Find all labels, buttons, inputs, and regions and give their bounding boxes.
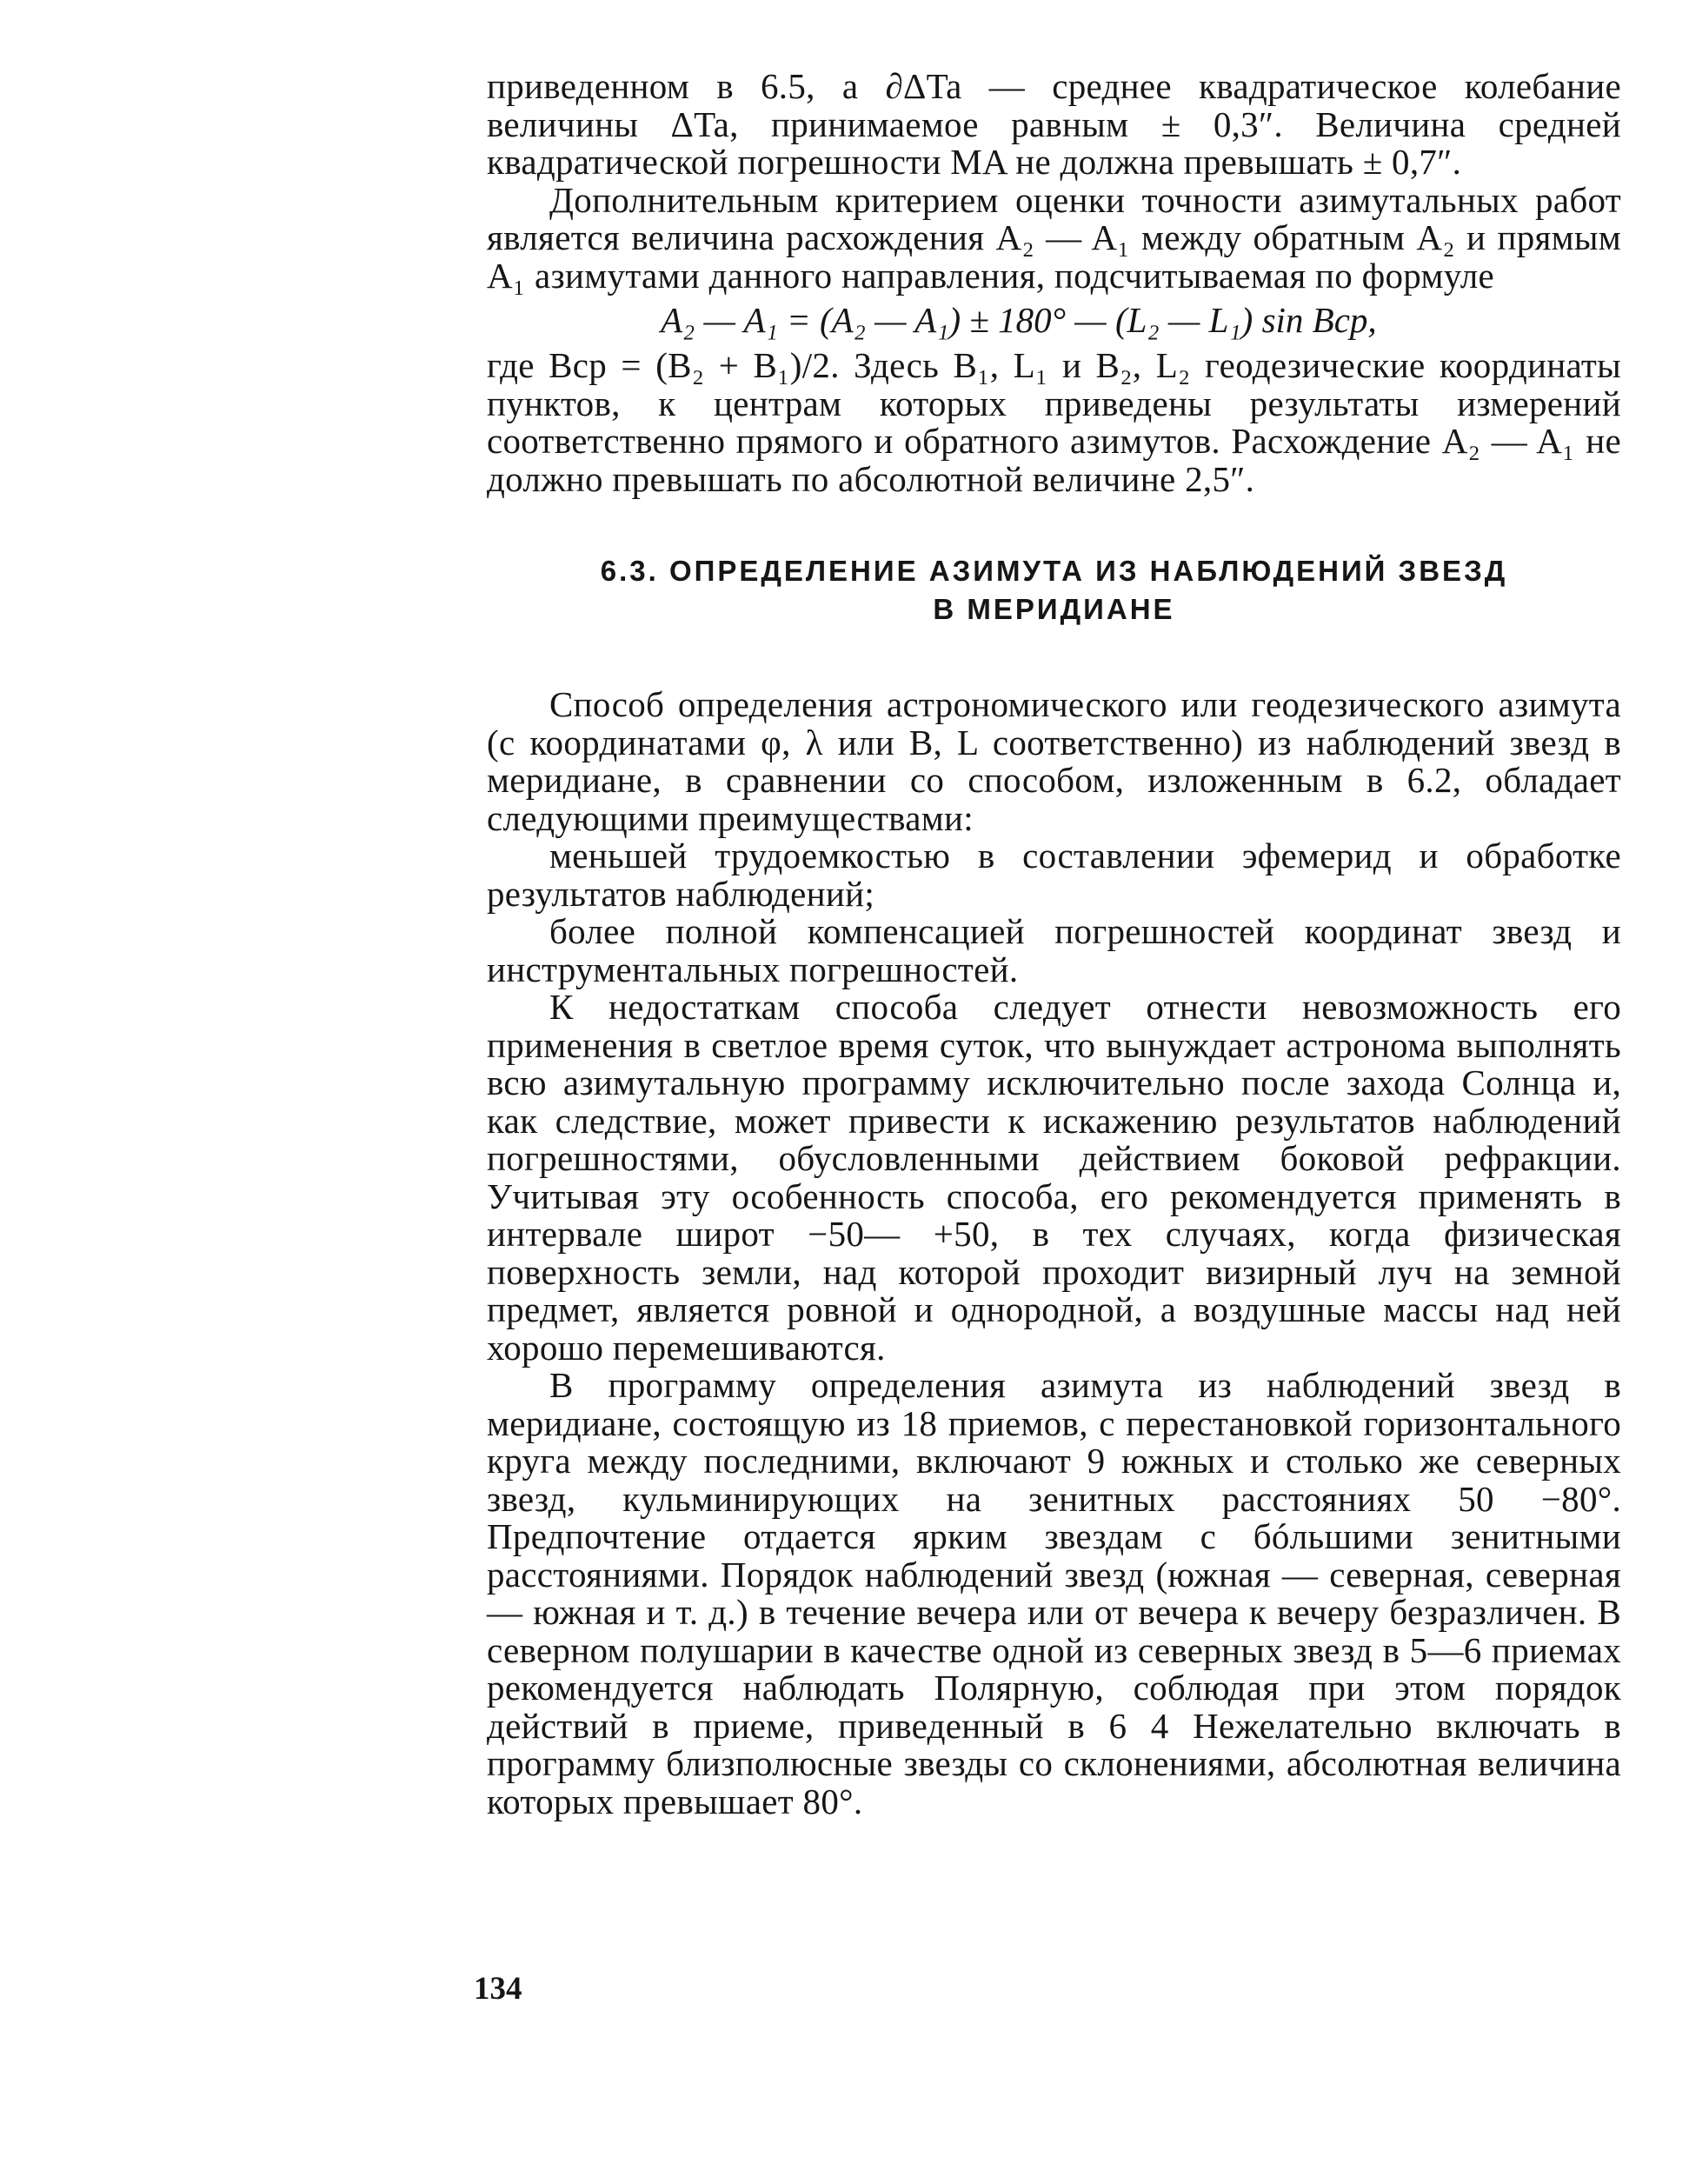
paragraph-continuation: приведенном в 6.5, а ∂ΔTa — среднее квадратическое колебание величины ΔTa, принимаемое равным ± 0,3″. Величина средней квадратической погрешности MA не должна превышать ± 0,7″. — [487, 66, 1621, 182]
paragraph-program: В программу определения азимута из наблюдений звезд в меридиане, состоящую из 18 приемов, с перестановкой горизонтального круга между последними, включают 9 южных и столько же северных звезд, кульминирующих на зенитных расстояниях 50 −80°. Предпочтение отдается ярким звездам с бóльшими зенитными расстояниями. Порядок наблюдений звезд (южная — северная, северная — южная и т. д.) в течение вечера или от вечера к вечеру безразличен. В северном полушарии в качестве одной из северных звезд в 5—6 приемах рекомендуется наблюдать Полярную, соблюдая при этом порядок действий в приеме, приведенный в 6 4 Нежелательно включать в программу близполюсные звезды со склонениями, абсолютная величина которых превышает 80°. — [487, 1365, 1621, 1821]
list-item-advantage-2: более полной компенсацией погрешностей координат звезд и инструментальных погрешностей. — [487, 911, 1621, 989]
section-heading — [487, 552, 1621, 629]
section-heading-line-1: 6.3. ОПРЕДЕЛЕНИЕ АЗИМУТА ИЗ НАБЛЮДЕНИЙ ЗВЕЗД — [600, 555, 1508, 587]
paragraph-disadvantages: К недостаткам способа следует отнести невозможность его применения в светлое время суток, что вынуждает астронома выполнять всю азимутальную программу исключительно после захода Солнца и, как следствие, может привести к искажению результатов наблюдений погрешностями, обусловленными действием боковой рефракции. Учитывая эту особенность способа, его рекомендуется применять в интервале широт −50— +50, в тех случаях, когда физическая поверхность земли, над которой проходит визирный луч на земной предмет, является ровной и однородной, а воздушные массы над ней хорошо перемешиваются. — [487, 987, 1621, 1368]
paragraph-criterion: Дополнительным критерием оценки точности азимутальных работ является величина расхождения A₂ — A₁ между обратным A₂ и прямым A₁ азимутами данного направления, подсчитываемая по формуле — [487, 179, 1621, 296]
list-item-advantage-1: меньшей трудоемкостью в составлении эфемерид и обработке результатов наблюдений; — [487, 836, 1621, 914]
page-number: 134 — [474, 1971, 522, 2007]
page-body — [487, 68, 1621, 1821]
section-heading-line-2: В МЕРИДИАНЕ — [933, 593, 1175, 625]
formula-azimuth-difference: A₂ — A₁ = (A₂ — A₁) ± 180° — (L₂ — L₁) sin Bср, — [661, 300, 1377, 340]
paragraph-formula-explanation: где Bср = (B₂ + B₁)/2. Здесь B₁, L₁ и B₂, L₂ геодезические координаты пунктов, к центрам которых приведены результаты измерений соответственно прямого и обратного азимутов. Расхождение A₂ — A₁ не должно превышать по абсолютной величине 2,5″. — [487, 345, 1621, 499]
paragraph-intro: Способ определения астрономического или геодезического азимута (с координатами φ, λ или B, L соответственно) из наблюдений звезд в меридиане, в сравнении со способом, изложенным в 6.2, обладает следующими преимуществами: — [487, 684, 1621, 838]
